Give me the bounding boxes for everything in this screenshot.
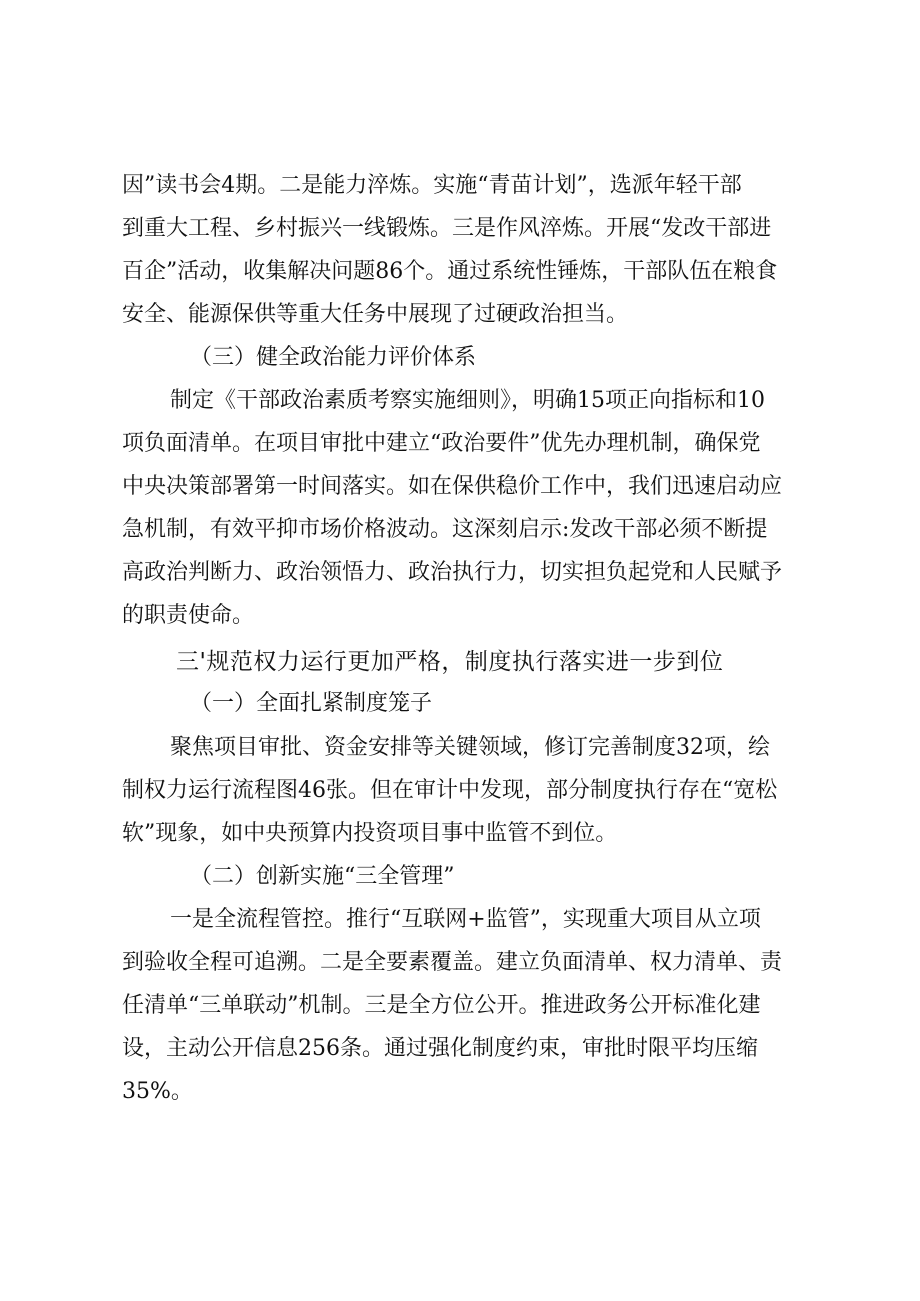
paragraph-line: 制权力运行流程图46张。但在审计中发现，部分制度执行存在“宽松: [122, 778, 778, 803]
paragraph-line: 安全、能源保供等重大任务中展现了过硬政治担当。: [122, 302, 629, 327]
section-subheading: （二）创新实施“三全管理”: [190, 864, 455, 889]
paragraph-line: 一是全流程管控。推行“互联网+监管”，实现重大项目从立项: [170, 907, 761, 932]
paragraph-line: 35%。: [122, 1079, 193, 1104]
paragraph-line: 聚焦项目审批、资金安排等关键领域，修订完善制度32项，绘: [170, 735, 770, 760]
paragraph-line: 制定《干部政治素质考察实施细则》，明确15项正向指标和10: [170, 388, 765, 413]
paragraph-line: 设，主动公开信息256条。通过强化制度约束，审批时限平均压缩: [122, 1036, 758, 1061]
paragraph-line: 中央决策部署第一时间落实。如在保供稳价工作中，我们迅速启动应: [122, 474, 783, 499]
paragraph-line: 软”现象，如中央预算内投资项目事中监管不到位。: [122, 821, 618, 846]
paragraph-line: 到验收全程可追溯。二是全要素覆盖。建立负面清单、权力清单、责: [122, 950, 783, 975]
paragraph-line: 项负面清单。在项目审批中建立“政治要件”优先办理机制，确保党: [122, 431, 761, 456]
paragraph-line: 的职责使命。: [122, 603, 255, 628]
paragraph-line: 百企”活动，收集解决问题86个。通过系统性锤炼，干部队伍在粮食: [122, 259, 778, 284]
paragraph-line: 因”读书会4期。二是能力淬炼。实施“青苗计划”，选派年轻干部: [122, 173, 742, 198]
section-subheading: （一）全面扎紧制度笼子: [190, 691, 433, 716]
section-subheading: （三）健全政治能力评价体系: [190, 345, 477, 370]
paragraph-line: 高政治判断力、政治领悟力、政治执行力，切实担负起党和人民赋予: [122, 560, 783, 585]
paragraph-line: 任清单“三单联动”机制。三是全方位公开。推进政务公开标准化建: [122, 993, 761, 1018]
paragraph-line: 急机制，有效平抑市场价格波动。这深刻启示:发改干部必须不断提: [122, 517, 768, 542]
main-heading: 三'规范权力运行更加严格，制度执行落实进一步到位: [176, 649, 724, 675]
paragraph-line: 到重大工程、乡村振兴一线锻炼。三是作风淬炼。开展“发改干部进: [122, 216, 772, 241]
